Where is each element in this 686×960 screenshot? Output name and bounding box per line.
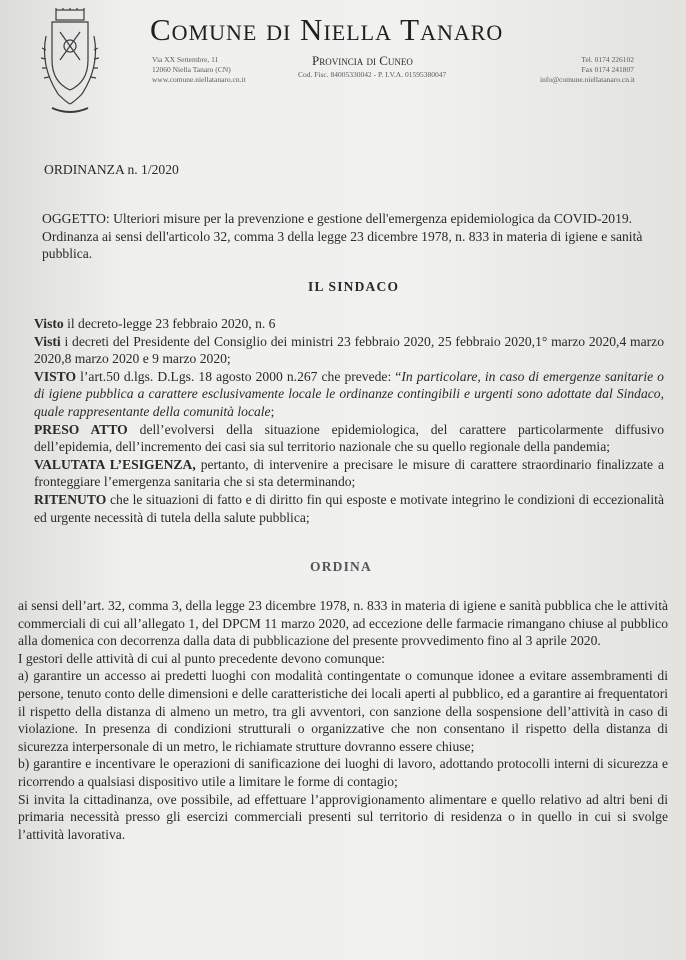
- visto-art50-paragraph: VISTO l’art.50 d.lgs. D.Lgs. 18 agosto 2000 n.267 che prevede: “In particolare, in caso di emergenze sanitarie o di igiene pubblica a carattere esclusivamente locale le ordinanze contingibili e urgenti sono adottate dal Sindaco, quale rappresentante della comunità locale;: [34, 368, 664, 419]
- address-block: [152, 55, 246, 85]
- subject-paragraph: OGGETTO: Ulteriori misure per la prevenzione e gestione dell'emergenza epidemiologica da COVID-2019. Ordinanza ai sensi dell'articolo 32, comma 3 della legge 23 dicembre 1978, n. 833 in materia di igiene e sanità pubblica.: [42, 211, 643, 262]
- order-paragraph-closure: ai sensi dell’art. 32, comma 3, della legge 23 dicembre 1978, n. 833 in materia di igiene e sanità pubblica che le attività commerciali di cui all’allegato 1, del DPCM 11 marzo 2020, ad eccezione delle farmacie rimangano chiuse al pubblico alla domenica con decorrenza dalla data di pubblicazione del presente provvedimento fino al 3 aprile 2020.: [18, 598, 668, 649]
- fiscal-code: Cod. Fisc. 84005330042 - P. I.V.A. 01595380047: [298, 70, 447, 79]
- fax-number: Fax 0174 241807: [581, 65, 634, 74]
- province-name: Provincia di Cuneo: [312, 53, 413, 68]
- visto-decree-paragraph: Visto il decreto-legge 23 febbraio 2020, n. 6: [34, 316, 276, 331]
- phone-number: Tel. 0174 226102: [581, 55, 634, 64]
- order-body: [18, 597, 668, 843]
- preso-atto-paragraph: PRESO ATTO dell’evolversi della situazione epidemiologica, del carattere particolarmente diffusivo dell’epidemia, dell’incremento dei casi sia sul territorio nazionale che su quello regionale della pandemia;: [34, 421, 664, 455]
- ordinance-number: ORDINANZA n. 1/2020: [44, 162, 179, 177]
- heading-il-sindaco: IL SINDACO: [308, 279, 400, 294]
- address-line: Via XX Settembre, 11: [152, 55, 219, 64]
- contact-block: [540, 55, 634, 85]
- order-paragraph-invitation: Si invita la cittadinanza, ove possibile, ad effettuare l’approvigionamento alimentare e quello relativo ad altri beni di primaria necessità presso gli esercizi commerciali presenti sul territorio di residenza o in quello in cui si svolge l’attività lavorativa.: [18, 791, 668, 842]
- website-link[interactable]: www.comune.niellatanaro.cn.it: [152, 75, 246, 84]
- municipality-name: Comune di Niella Tanaro: [150, 12, 504, 47]
- preamble: [34, 315, 664, 526]
- ritenuto-paragraph: RITENUTO che le situazioni di fatto e di diritto fin qui esposte e motivate integrino le condizioni di eccezionalità ed urgente necessità di tutela della salute pubblica;: [34, 491, 664, 525]
- email-link[interactable]: info@comune.niellatanaro.cn.it: [540, 75, 635, 84]
- order-paragraph-b: b) garantire e incentivare le operazioni di sanificazione dei luoghi di lavoro, adottando protocolli interni di sicurezza e ricorrendo a qualsiasi dispositivo utile a limitare le forme di contagio;: [18, 756, 668, 789]
- valutata-esigenza-paragraph: VALUTATA L’ESIGENZA, pertanto, di intervenire a precisare le misure di carattere straordinario finalizzate a fronteggiare l’emergenza sanitaria che si sta determinando;: [34, 456, 665, 490]
- heading-ordina: ORDINA: [310, 559, 372, 574]
- visti-decrees-paragraph: Visti i decreti del Presidente del Consiglio dei ministri 23 febbraio 2020, 25 febbraio 2020,1° marzo 2020,4 marzo 2020,8 marzo 2020 e 9 marzo 2020;: [34, 333, 664, 367]
- coat-of-arms-icon: [38, 8, 102, 120]
- address-line: 12060 Niella Tanaro (CN): [152, 65, 231, 74]
- order-paragraph-a: a) garantire un accesso ai predetti luoghi con modalità contingentate o comunque idonee a evitare assembramenti di persone, tenuto conto delle dimensioni e delle caratteristiche dei locali aperti al pubblico, ed a garantire ai frequentatori il rispetto della distanza di almeno un metro, tra gli avventori, con sanzione della sospensione dell’attività in caso di violazione. In presenza di condizioni strutturali o organizzative che non consentano il rispetto della distanza di sicurezza interpersonale di un metro, le richiamate strutture dovranno essere chiuse;: [18, 668, 668, 754]
- order-paragraph-operators: I gestori delle attività di cui al punto precedente devono comunque:: [18, 650, 385, 666]
